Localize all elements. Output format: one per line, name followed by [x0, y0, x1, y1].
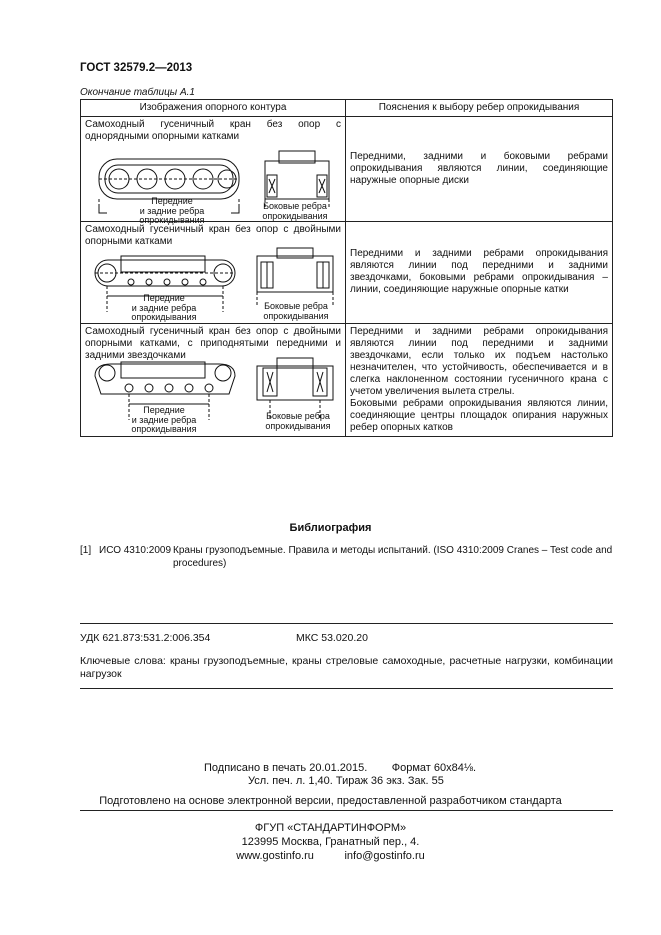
explanation-cell — [346, 117, 613, 222]
side-edges-label: Боковые ребра опрокидывания — [263, 301, 329, 321]
crane-type-title: Самоходный гусеничный кран без опор с двойными опорными катками, с приподнятыми передними и задними звездочками — [85, 326, 341, 361]
column-header-images: Изображения опорного контура — [81, 100, 346, 117]
divider — [80, 810, 613, 811]
crane-type-title: Самоходный гусеничный кран без опор с однорядными опорными катками — [85, 119, 341, 142]
bibliography-entry — [80, 544, 615, 570]
bibliography-entry-source: ИСО 4310:2009 — [99, 545, 172, 556]
table-row — [81, 117, 613, 222]
imprint-line-1: Подписано в печать 20.01.2015. Формат 60x84⅛. — [204, 762, 477, 774]
divider — [80, 688, 613, 689]
crane-type-title: Самоходный гусеничный кран без опор с двойными опорными катками — [85, 224, 341, 247]
table-header-row — [81, 100, 613, 117]
figure-cell — [81, 324, 346, 437]
bibliography-entry-number: [1] — [80, 545, 92, 556]
column-header-explanations: Пояснения к выбору ребер опрокидывания — [346, 100, 613, 117]
publisher-contacts: www.gostinfo.ru info@gostinfo.ru — [236, 850, 425, 862]
overturning-edges-table — [80, 99, 613, 437]
front-rear-edges-label: Передние и задние ребра опрокидывания — [139, 196, 205, 225]
figure-cell — [81, 222, 346, 324]
explanation-cell — [346, 324, 613, 437]
table-caption: Окончание таблицы А.1 — [80, 87, 195, 98]
side-edges-label: Боковые ребра опрокидывания — [265, 411, 331, 431]
prepared-note: Подготовлено на основе электронной версии, предоставленной разработчиком стандарта — [99, 795, 562, 807]
keywords: Ключевые слова: краны грузоподъемные, краны стреловые самоходные, расчетные нагрузки, комбинации нагрузок — [80, 655, 613, 680]
publisher-org: ФГУП «СТАНДАРТИНФОРМ» — [254, 822, 407, 834]
publisher-address: 123995 Москва, Гранатный пер., 4. — [241, 836, 420, 848]
explanation-text: Передними, задними и боковыми ребрами опрокидывания являются линии, соединяющие наружные опорные диски — [350, 151, 608, 186]
bibliography-title: Библиография — [289, 522, 372, 534]
bibliography-entry-text: Краны грузоподъемные. Правила и методы испытаний. (ISO 4310:2009 Cranes – Test code and procedures) — [173, 545, 613, 569]
document-code: ГОСТ 32579.2—2013 — [80, 62, 193, 74]
explanation-text: Передними и задними ребрами опрокидывания являются линии под передними и задними звездочками, если только их подъем настолько незначителен, что устойчивость, обеспечивается и в слегка наклоненном состоянии гусеничного крана с учетом увеличения вылета стрелы. Боковыми ребрами опрокидывания являются линии, соединяющие центры площадок опирания наружных ребер опорных катков — [350, 326, 608, 433]
figure-cell — [81, 117, 346, 225]
explanation-text: Передними и задними ребрами опрокидывания являются линии под передними и задними звездочками, боковыми ребрами опрокидывания – линии, соединяющие наружные опорные катки — [350, 248, 608, 295]
udk-code: УДК 621.873:531.2:006.354 — [80, 632, 211, 644]
table-row — [81, 222, 613, 324]
divider — [80, 623, 613, 624]
mks-code: МКС 53.020.20 — [296, 632, 368, 644]
imprint-signed — [204, 762, 476, 788]
side-edges-label: Боковые ребра опрокидывания — [262, 201, 328, 221]
table-row — [81, 324, 613, 437]
explanation-cell — [346, 222, 613, 324]
imprint-line-2: Усл. печ. л. 1,40. Тираж 36 экз. Зак. 55 — [248, 775, 444, 787]
front-rear-edges-label: Передние и задние ребра опрокидывания — [131, 293, 197, 322]
front-rear-edges-label: Передние и задние ребра опрокидывания — [131, 405, 197, 434]
